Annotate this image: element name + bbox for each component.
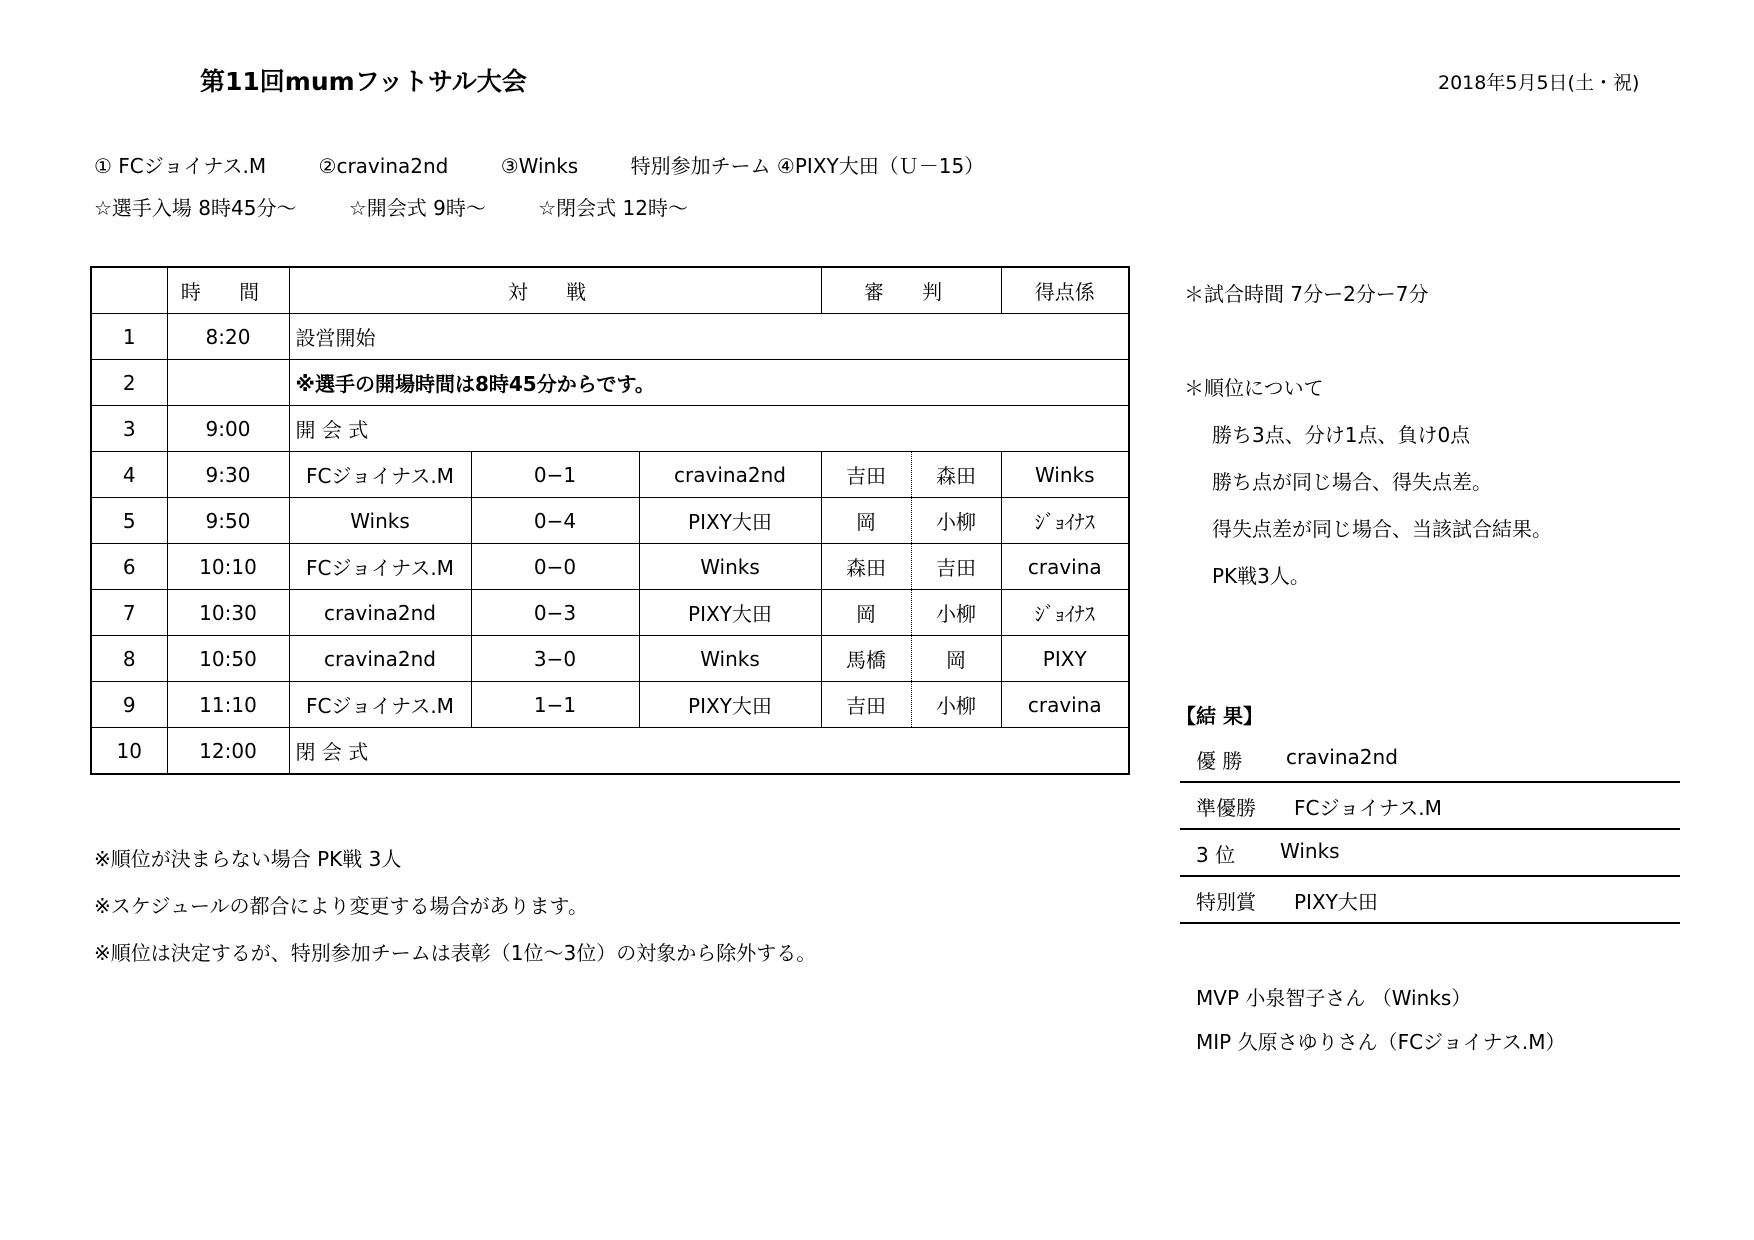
mip: MIP 久原さゆりさん（FCジョイナス.M） (1196, 1030, 1566, 1054)
entry-time: ☆選手入場 8時45分～ (94, 196, 297, 220)
row-score: 3−0 (471, 636, 639, 682)
row-scorer: Winks (1001, 452, 1129, 498)
row-referee1: 吉田 (821, 682, 911, 728)
opening-time: ☆開会式 9時～ (348, 196, 486, 220)
row-time: 8:20 (167, 314, 289, 360)
row-team1: FCジョイナス.M (289, 452, 471, 498)
row-referee2: 岡 (911, 636, 1001, 682)
row-event: 開 会 式 (289, 406, 1129, 452)
ranking-rule: 得失点差が同じ場合、当該試合結果。 (1212, 517, 1552, 541)
row-no: 3 (91, 406, 167, 452)
row-time: 9:50 (167, 498, 289, 544)
team-4-special: 特別参加チーム ④PIXY大田（Ｕ－15） (630, 154, 985, 178)
row-referee2: 吉田 (911, 544, 1001, 590)
table-row (91, 544, 1129, 590)
row-no: 9 (91, 682, 167, 728)
row-scorer: cravina (1001, 544, 1129, 590)
ceremony-times (94, 192, 688, 221)
row-no: 10 (91, 728, 167, 775)
row-scorer: PIXY (1001, 636, 1129, 682)
row-time: 12:00 (167, 728, 289, 775)
row-team2: PIXY大田 (639, 682, 821, 728)
ranking-rule: 勝ち3点、分け1点、負け0点 (1212, 423, 1471, 447)
row-score: 0−3 (471, 590, 639, 636)
row-event: ※選手の開場時間は8時45分からです。 (289, 360, 1129, 406)
row-referee1: 森田 (821, 544, 911, 590)
row-time: 11:10 (167, 682, 289, 728)
row-referee2: 森田 (911, 452, 1001, 498)
header-scorer: 得点係 (1001, 267, 1129, 314)
row-time (167, 360, 289, 406)
note-schedule-change: ※スケジュールの都合により変更する場合があります。 (94, 894, 588, 918)
row-time: 9:30 (167, 452, 289, 498)
row-score: 0−0 (471, 544, 639, 590)
row-score: 0−4 (471, 498, 639, 544)
header-time: 時 間 (167, 267, 289, 314)
header-referee: 審 判 (821, 267, 1001, 314)
row-team2: Winks (639, 544, 821, 590)
row-team2: cravina2nd (639, 452, 821, 498)
team-list (94, 150, 984, 179)
row-scorer: ｼﾞｮｲﾅｽ (1001, 590, 1129, 636)
event-date: 2018年5月5日(土・祝) (1438, 72, 1640, 94)
table-row (91, 314, 1129, 360)
ranking-title: ＊順位について (1184, 376, 1324, 400)
row-team2: PIXY大田 (639, 498, 821, 544)
table-header-row (91, 267, 1129, 314)
result-value: FCジョイナス.M (1294, 796, 1442, 820)
row-no: 5 (91, 498, 167, 544)
result-value: Winks (1280, 839, 1340, 863)
row-scorer: ｼﾞｮｲﾅｽ (1001, 498, 1129, 544)
table-row (91, 728, 1129, 775)
row-scorer: cravina (1001, 682, 1129, 728)
row-team2: Winks (639, 636, 821, 682)
row-team2: PIXY大田 (639, 590, 821, 636)
row-referee1: 岡 (821, 590, 911, 636)
note-pk: ※順位が決まらない場合 PK戦 3人 (94, 847, 402, 871)
closing-time: ☆閉会式 12時～ (538, 196, 688, 220)
row-no: 7 (91, 590, 167, 636)
row-referee2: 小柳 (911, 590, 1001, 636)
row-no: 8 (91, 636, 167, 682)
row-no: 4 (91, 452, 167, 498)
row-team1: FCジョイナス.M (289, 544, 471, 590)
row-no: 6 (91, 544, 167, 590)
row-team1: Winks (289, 498, 471, 544)
ranking-rule: PK戦3人。 (1212, 564, 1310, 588)
page-title: 第11回mumフットサル大会 (200, 67, 527, 96)
table-row (91, 452, 1129, 498)
ranking-rule: 勝ち点が同じ場合、得失点差。 (1212, 470, 1492, 494)
results-title: 【結 果】 (1176, 704, 1263, 728)
row-event: 閉 会 式 (289, 728, 1129, 775)
team-2: ②cravina2nd (318, 154, 449, 178)
row-team1: cravina2nd (289, 590, 471, 636)
result-value: PIXY大田 (1294, 890, 1378, 914)
row-event: 設営開始 (289, 314, 1129, 360)
row-time: 10:10 (167, 544, 289, 590)
table-row (91, 590, 1129, 636)
header-match: 対 戦 (289, 267, 821, 314)
row-score: 0−1 (471, 452, 639, 498)
row-no: 2 (91, 360, 167, 406)
table-row (91, 360, 1129, 406)
row-referee1: 馬橋 (821, 636, 911, 682)
row-time: 10:30 (167, 590, 289, 636)
header-no (91, 267, 167, 314)
row-time: 10:50 (167, 636, 289, 682)
row-team1: FCジョイナス.M (289, 682, 471, 728)
row-referee1: 岡 (821, 498, 911, 544)
row-referee1: 吉田 (821, 452, 911, 498)
result-special (1180, 876, 1680, 924)
row-referee2: 小柳 (911, 498, 1001, 544)
result-runner-up (1180, 782, 1680, 830)
result-label: 準優勝 (1196, 796, 1256, 820)
row-referee2: 小柳 (911, 682, 1001, 728)
table-row (91, 682, 1129, 728)
row-time: 9:00 (167, 406, 289, 452)
result-label: 3 位 (1196, 843, 1236, 867)
mvp: MVP 小泉智子さん （Winks） (1196, 986, 1472, 1010)
table-row (91, 636, 1129, 682)
result-label: 優 勝 (1196, 749, 1243, 773)
result-label: 特別賞 (1196, 890, 1256, 914)
result-winner (1180, 735, 1680, 783)
note-special-team: ※順位は決定するが、特別参加チームは表彰（1位～3位）の対象から除外する。 (94, 941, 817, 965)
table-row (91, 498, 1129, 544)
table-row (91, 406, 1129, 452)
result-third (1180, 829, 1680, 877)
match-time: ＊試合時間 7分ー2分ー7分 (1184, 282, 1429, 306)
row-no: 1 (91, 314, 167, 360)
result-value: cravina2nd (1286, 745, 1398, 769)
team-3: ③Winks (500, 154, 579, 178)
row-score: 1−1 (471, 682, 639, 728)
schedule-table (90, 266, 1130, 775)
team-1: ① FCジョイナス.M (94, 154, 267, 178)
row-team1: cravina2nd (289, 636, 471, 682)
